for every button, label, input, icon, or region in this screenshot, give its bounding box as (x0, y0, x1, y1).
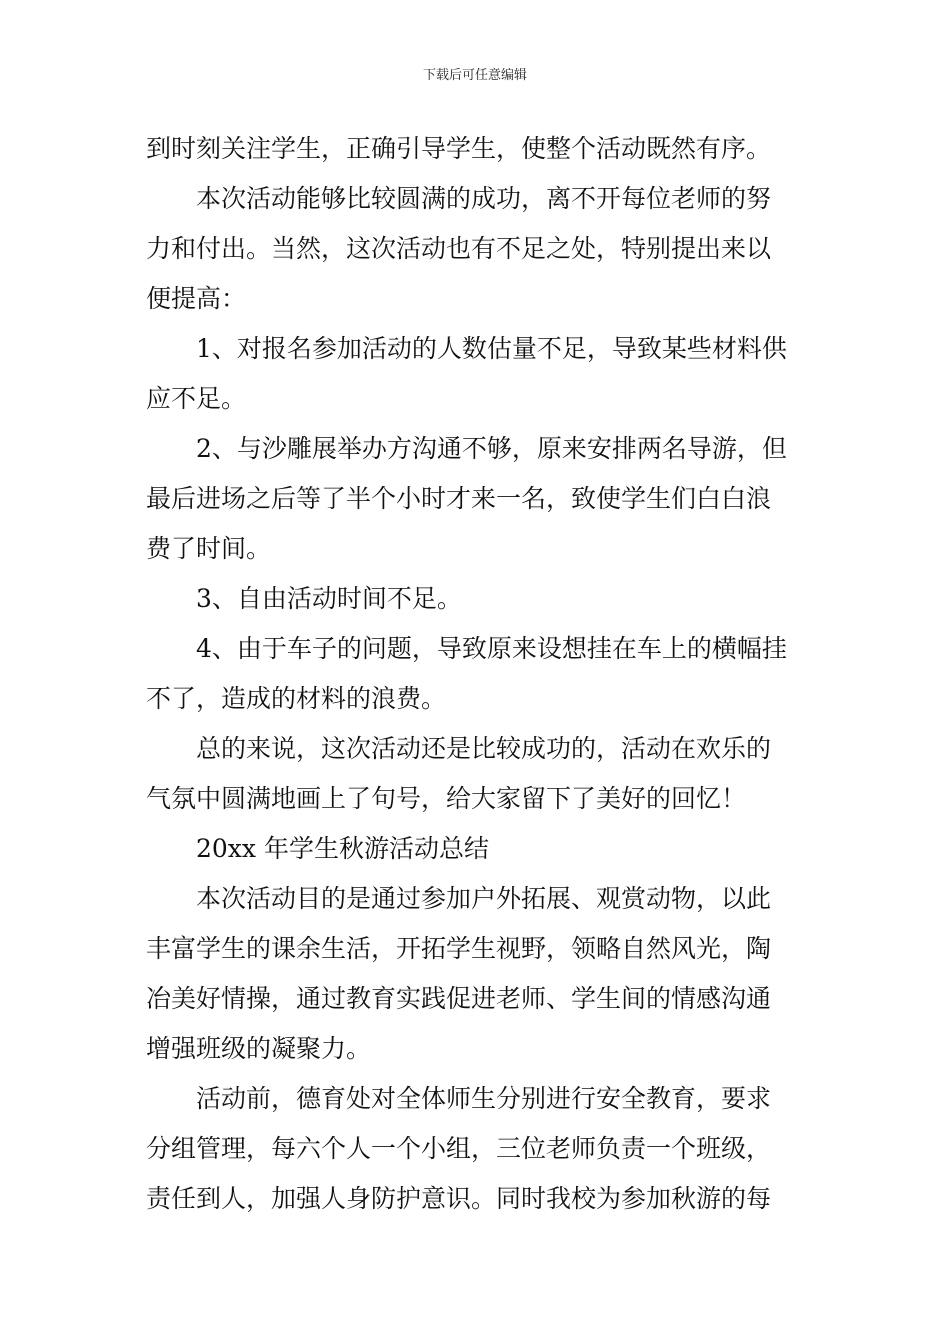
text-line: 到时刻关注学生，正确引导学生，使整个活动既然有序。 (146, 134, 772, 163)
text-line: 责任到人，加强人身防护意识。同时我校为参加秋游的每 (146, 1184, 772, 1213)
text-line: 应不足。 (146, 384, 247, 413)
text-line: 1、对报名参加活动的人数估量不足，导致某些材料供 (196, 334, 787, 363)
text-line: 不了，造成的材料的浪费。 (146, 684, 447, 713)
page-header: 下载后可任意编辑 (422, 68, 527, 83)
text-line: 力和付出。当然，这次活动也有不足之处，特别提出来以 (146, 234, 772, 263)
text-line: 本次活动目的是通过参加户外拓展、观赏动物，以此 (196, 884, 772, 913)
text-line: 便提高： (146, 284, 247, 313)
text-line: 分组管理，每六个人一个小组，三位老师负责一个班级， (146, 1134, 772, 1163)
text-line: 3、自由活动时间不足。 (196, 584, 462, 613)
text-line: 费了时间。 (146, 534, 272, 563)
text-line: 4、由于车子的问题，导致原来设想挂在车上的横幅挂 (196, 634, 787, 663)
text-line: 冶美好情操，通过教育实践促进老师、学生间的情感沟通 (146, 984, 772, 1013)
text-line: 活动前，德育处对全体师生分别进行安全教育，要求 (196, 1084, 772, 1113)
section-title: 20xx 年学生秋游活动总结 (196, 834, 489, 863)
text-line: 丰富学生的课余生活，开拓学生视野，领略自然风光，陶 (146, 934, 772, 963)
text-line: 增强班级的凝聚力。 (146, 1034, 372, 1063)
text-line: 最后进场之后等了半个小时才来一名，致使学生们白白浪 (146, 484, 772, 513)
text-line: 2、与沙雕展举办方沟通不够，原来安排两名导游，但 (196, 434, 787, 463)
text-line: 气氛中圆满地画上了句号，给大家留下了美好的回忆！ (146, 784, 747, 813)
text-line: 总的来说，这次活动还是比较成功的，活动在欢乐的 (196, 734, 772, 763)
text-line: 本次活动能够比较圆满的成功，离不开每位老师的努 (196, 184, 772, 213)
